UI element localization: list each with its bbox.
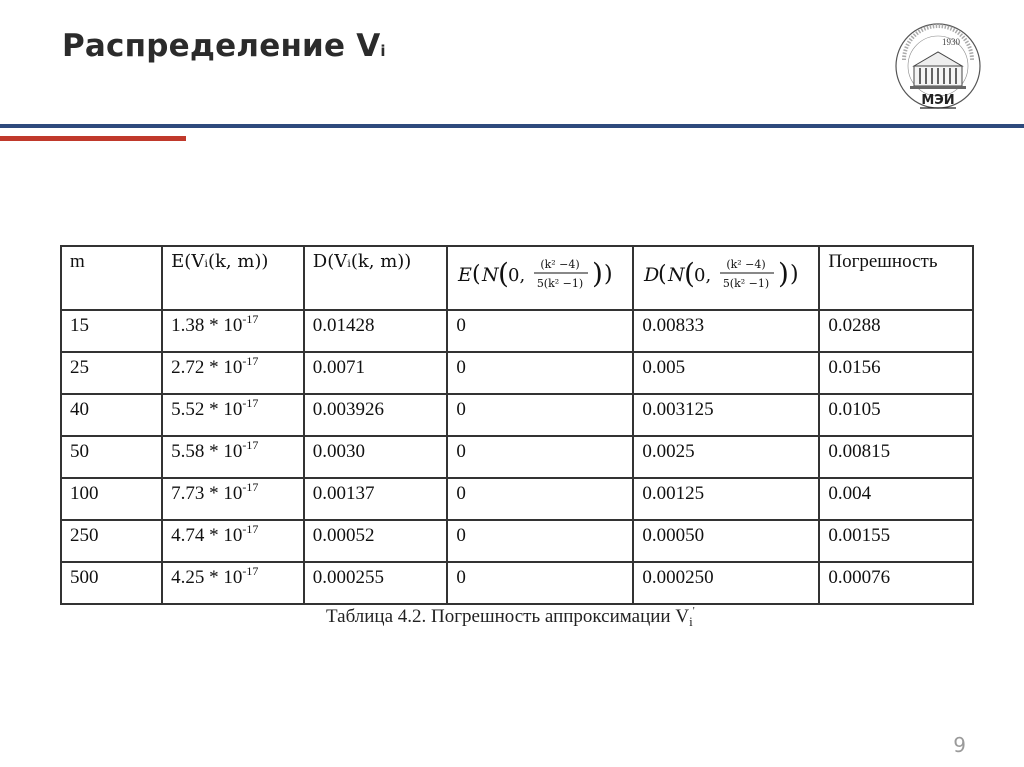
svg-text:(: (: [684, 257, 696, 290]
svg-text:(k² −4): (k² −4): [540, 258, 581, 271]
header-error: Погрешность: [819, 246, 973, 310]
logo-abbr: МЭИ: [921, 93, 955, 108]
svg-text:0,: 0,: [508, 265, 526, 286]
cell-e-n: 0: [447, 310, 633, 352]
svg-text:0,: 0,: [694, 265, 712, 286]
header-d-v: D(Vᵢ(k, m)): [304, 246, 448, 310]
cell-e-n: 0: [447, 352, 633, 394]
table-row: [61, 562, 973, 604]
cell-d-n: 0.00833: [633, 310, 819, 352]
cell-d-v: 0.000255: [304, 562, 448, 604]
table-caption-text: Таблица 4.2. Погрешность аппроксимации V: [326, 606, 690, 627]
header-e-v: E(Vᵢ(k, m)): [162, 246, 304, 310]
cell-e-n: 0: [447, 562, 633, 604]
header-divider-red: [0, 136, 186, 141]
cell-d-n: 0.00050: [633, 520, 819, 562]
svg-text:): ): [790, 262, 799, 287]
table-caption: [326, 606, 926, 628]
cell-e-v: $7.73 * 10^{-17}$: [162, 478, 304, 520]
cell-e-v: $4.25 * 10^{-17}$: [162, 562, 304, 604]
slide-title: [62, 28, 386, 64]
table-row: [61, 394, 973, 436]
cell-d-v: 0.0030: [304, 436, 448, 478]
svg-text:(: (: [498, 257, 510, 290]
svg-text:(: (: [658, 262, 667, 287]
cell-m: 40: [61, 394, 162, 436]
cell-m: 50: [61, 436, 162, 478]
cell-e-v: $4.74 * 10^{-17}$: [162, 520, 304, 562]
cell-e-n: 0: [447, 394, 633, 436]
table-header-row: [61, 246, 973, 310]
cell-error: 0.00815: [819, 436, 973, 478]
header-e-n: [447, 246, 633, 310]
cell-d-v: 0.00052: [304, 520, 448, 562]
cell-error: 0.00155: [819, 520, 973, 562]
d-normal-formula: [642, 249, 810, 299]
table-row: [61, 520, 973, 562]
table-caption-superscript: ': [692, 605, 695, 617]
header-divider-blue: [0, 124, 1024, 128]
header-d-n: [633, 246, 819, 310]
svg-text:(: (: [472, 262, 481, 287]
cell-m: 100: [61, 478, 162, 520]
svg-text:(k² −4): (k² −4): [726, 258, 767, 271]
mei-university-seal-icon: [892, 20, 984, 120]
cell-error: 0.00076: [819, 562, 973, 604]
cell-d-v: 0.00137: [304, 478, 448, 520]
page-number: 9: [953, 733, 966, 757]
cell-error: 0.0156: [819, 352, 973, 394]
cell-e-n: 0: [447, 478, 633, 520]
cell-d-v: 0.0071: [304, 352, 448, 394]
approximation-error-table: [60, 245, 974, 605]
table-row: [61, 478, 973, 520]
svg-text:5(k² −1): 5(k² −1): [723, 277, 770, 290]
svg-text:E: E: [458, 264, 473, 286]
cell-m: 500: [61, 562, 162, 604]
cell-d-n: 0.00125: [633, 478, 819, 520]
cell-d-n: 0.003125: [633, 394, 819, 436]
cell-m: 15: [61, 310, 162, 352]
svg-text:5(k² −1): 5(k² −1): [537, 277, 584, 290]
cell-e-n: 0: [447, 520, 633, 562]
cell-d-n: 0.005: [633, 352, 819, 394]
cell-error: 0.0288: [819, 310, 973, 352]
svg-text:N: N: [668, 264, 685, 286]
cell-d-v: 0.003926: [304, 394, 448, 436]
cell-e-v: $2.72 * 10^{-17}$: [162, 352, 304, 394]
svg-text:D: D: [644, 264, 660, 286]
table-row: [61, 352, 973, 394]
cell-m: 25: [61, 352, 162, 394]
cell-e-n: 0: [447, 436, 633, 478]
svg-text:): ): [592, 257, 604, 290]
table-caption-subscript: i: [689, 614, 693, 629]
table-row: [61, 436, 973, 478]
cell-e-v: $5.58 * 10^{-17}$: [162, 436, 304, 478]
svg-text:): ): [604, 262, 613, 287]
cell-e-v: $5.52 * 10^{-17}$: [162, 394, 304, 436]
cell-d-v: 0.01428: [304, 310, 448, 352]
cell-m: 250: [61, 520, 162, 562]
logo-year: 1930: [942, 37, 960, 47]
slide-title-text: Распределение V: [62, 28, 381, 64]
slide-title-subscript: i: [380, 42, 386, 60]
header-m: m: [61, 246, 162, 310]
cell-e-v: $1.38 * 10^{-17}$: [162, 310, 304, 352]
cell-d-n: 0.000250: [633, 562, 819, 604]
table-body: [61, 310, 973, 604]
table-figure: [56, 240, 974, 640]
svg-text:): ): [778, 257, 790, 290]
table-row: [61, 310, 973, 352]
cell-error: 0.004: [819, 478, 973, 520]
cell-d-n: 0.0025: [633, 436, 819, 478]
e-normal-formula: [456, 249, 624, 299]
svg-text:N: N: [482, 264, 499, 286]
cell-error: 0.0105: [819, 394, 973, 436]
